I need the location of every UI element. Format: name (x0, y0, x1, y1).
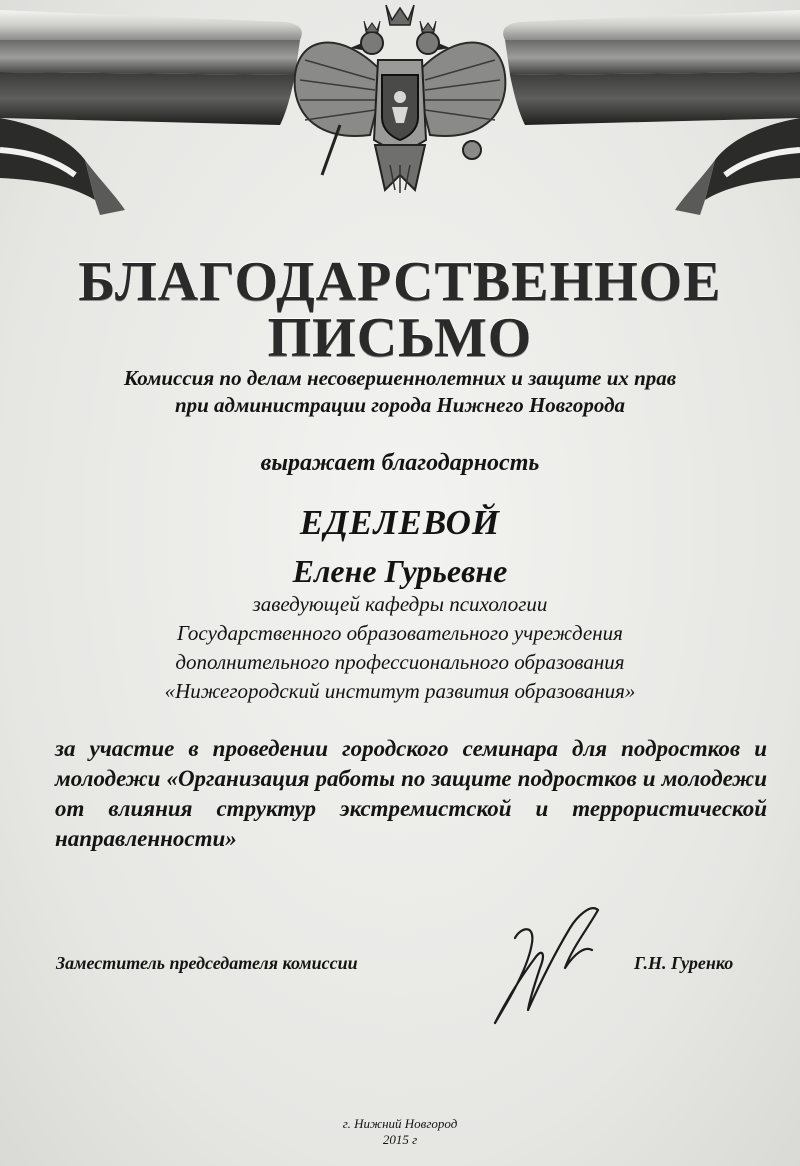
title-line-2: ПИСЬМО (267, 307, 533, 369)
left-ribbon (0, 10, 302, 215)
position-line-1: заведующей кафедры психологии (252, 592, 548, 616)
year: 2015 г (382, 1132, 418, 1147)
ribbon-and-emblem (0, 0, 800, 240)
issuer-line-2: при администрации города Нижнего Новгорода (174, 393, 626, 417)
title-line-1: БЛАГОДАРСТВЕННОЕ (78, 251, 722, 313)
position-line-2: Государственного образовательного учреждения (177, 621, 623, 645)
signatory-role: Заместитель председателя комиссии (56, 953, 358, 973)
issuer-line-1: Комиссия по делам несовершеннолетних и защите их прав (123, 366, 677, 390)
signatory-name: Г.Н. Гуренко (634, 953, 734, 973)
recipient-given-name: Елене Гурьевне (292, 553, 508, 589)
double-headed-eagle-emblem-icon (295, 5, 506, 193)
position-line-3: дополнительного профессионального образования (175, 650, 625, 674)
expresses-gratitude: выражает благодарность (260, 450, 540, 476)
issuer-block (0, 365, 800, 419)
right-ribbon (503, 10, 800, 215)
position-line-4: «Нижегородский институт развития образования» (164, 679, 636, 703)
place-and-year (0, 1116, 800, 1148)
recipient-surname: ЕДЕЛЕВОЙ (299, 503, 501, 542)
reason-paragraph: за участие в проведении городского семинара для подростков и молодежи «Организация работы по защите подростков и молодежи от влияния структур экстремистской и террористической направленности» (55, 736, 767, 851)
recipient-position (0, 590, 800, 706)
place: г. Нижний Новгород (342, 1116, 458, 1131)
handwritten-signature (480, 898, 620, 1033)
